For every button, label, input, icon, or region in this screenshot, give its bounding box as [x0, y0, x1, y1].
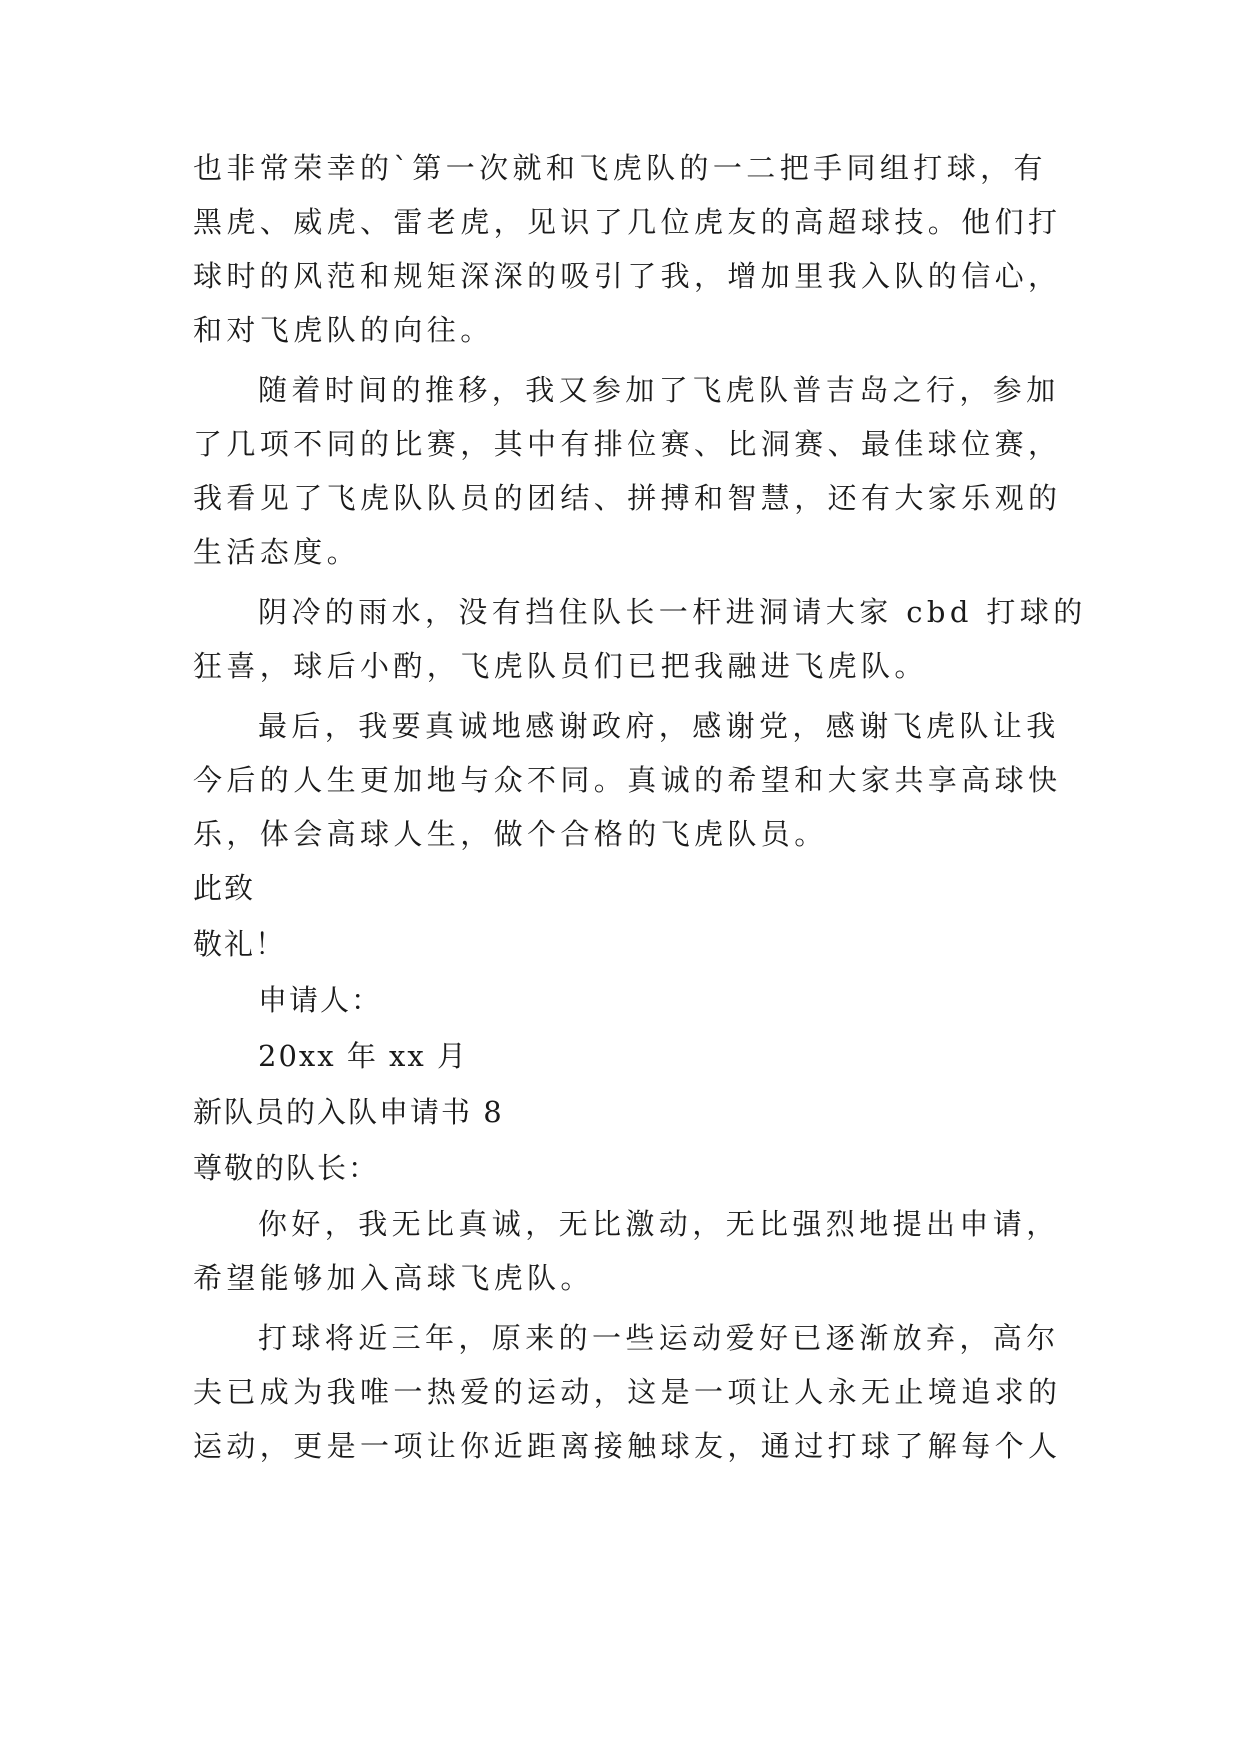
salutation-line: 敬礼！ — [193, 927, 287, 961]
section-title: 新队员的入队申请书 8 — [193, 1095, 504, 1129]
paragraph-line: 狂喜，球后小酌，飞虎队员们已把我融进飞虎队。 — [193, 649, 928, 683]
paragraph-line: 阴冷的雨水，没有挡住队长一杆进洞请大家 cbd 打球的 — [258, 595, 1087, 629]
paragraph-line: 今后的人生更加地与众不同。真诚的希望和大家共享高球快 — [193, 763, 1062, 797]
paragraph-line: 和对飞虎队的向往。 — [193, 313, 494, 347]
paragraph-line: 我看见了飞虎队队员的团结、拼搏和智慧，还有大家乐观的 — [193, 481, 1062, 515]
paragraph-line: 了几项不同的比赛，其中有排位赛、比洞赛、最佳球位赛， — [193, 427, 1062, 461]
paragraph-line: 黑虎、威虎、雷老虎，见识了几位虎友的高超球技。他们打 — [193, 205, 1062, 239]
paragraph-line: 生活态度。 — [193, 535, 361, 569]
date-line: 20xx 年 xx 月 — [258, 1039, 468, 1073]
paragraph-line: 乐，体会高球人生，做个合格的飞虎队员。 — [193, 817, 828, 851]
paragraph-line: 随着时间的推移，我又参加了飞虎队普吉岛之行，参加 — [258, 373, 1060, 407]
paragraph-line: 夫已成为我唯一热爱的运动，这是一项让人永无止境追求的 — [193, 1375, 1062, 1409]
paragraph-line: 打球将近三年，原来的一些运动爱好已逐渐放弃，高尔 — [258, 1321, 1060, 1355]
closing-line: 此致 — [193, 871, 256, 905]
signature-line: 申请人： — [258, 983, 383, 1017]
paragraph-line: 运动，更是一项让你近距离接触球友，通过打球了解每个人 — [193, 1429, 1062, 1463]
paragraph-line: 你好，我无比真诚，无比激动，无比强烈地提出申请， — [258, 1207, 1060, 1241]
greeting-line: 尊敬的队长： — [193, 1151, 380, 1185]
paragraph-line: 希望能够加入高球飞虎队。 — [193, 1261, 594, 1295]
paragraph-line: 最后，我要真诚地感谢政府，感谢党，感谢飞虎队让我 — [258, 709, 1060, 743]
paragraph-line: 球时的风范和规矩深深的吸引了我，增加里我入队的信心， — [193, 259, 1062, 293]
paragraph-line: 也非常荣幸的`第一次就和飞虎队的一二把手同组打球，有 — [193, 151, 1047, 185]
